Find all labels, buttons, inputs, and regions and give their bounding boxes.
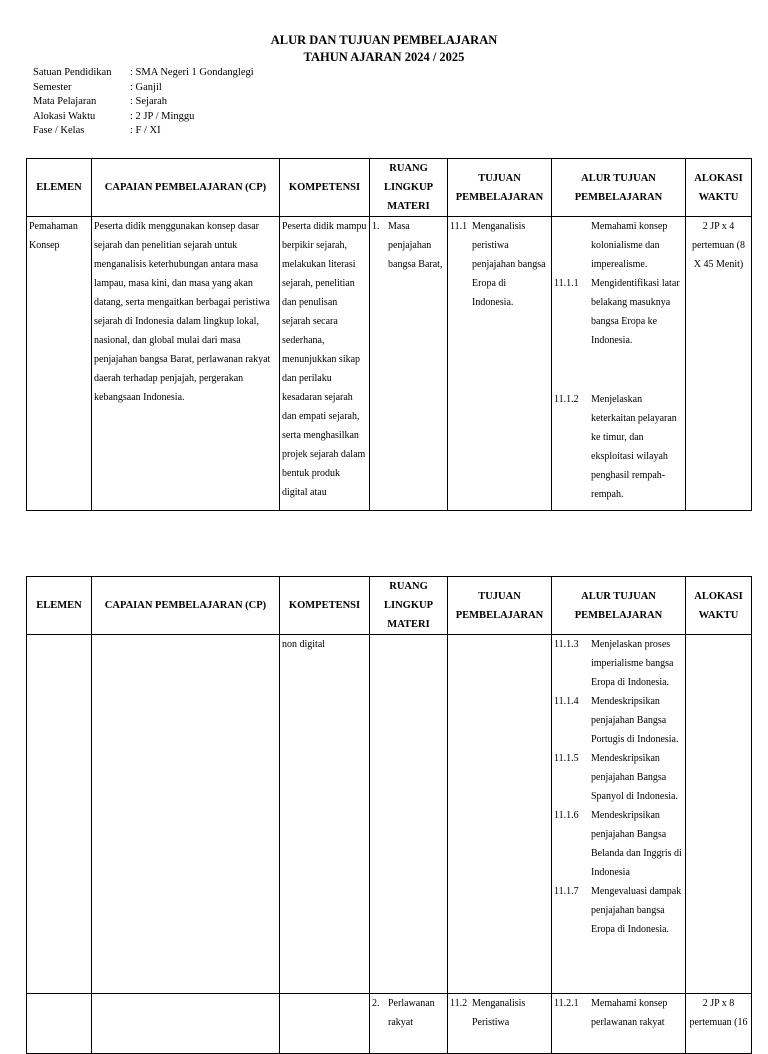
table-row [27,217,752,511]
learning-flow-table-continued [26,576,752,1054]
info-label: Semester [33,81,72,93]
header-ruang-lingkup-materi: RUANG LINGKUP MATERI [370,577,448,635]
item-number: 11.1.6 [554,810,579,821]
ruang-lingkup-cell [370,635,448,994]
item-text: Menjelaskan keterkaitan pelayaran ke timur, dan eksploitasi wilayah penghasil rempah-rempah. [591,394,677,500]
info-label: Satuan Pendidikan [33,67,112,78]
item-number: 11.2 [450,998,468,1009]
item-text: Memahami konsep kolonialisme dan imperealisme. [591,221,668,270]
alur-item [554,692,683,749]
elemen-cell: Pemahaman Konsep [27,217,92,511]
item-text: Menganalisis peristiwa penjajahan bangsa Eropa di Indonesia. [472,221,546,308]
header-elemen: ELEMEN [27,159,92,217]
info-value: : 2 JP / Minggu [130,110,195,122]
tujuan-cell [448,217,552,511]
cp-cell [92,635,280,994]
document-title: ALUR DAN TUJUAN PEMBELAJARAN [270,33,498,47]
item-text: Memahami konsep perlawanan rakyat [591,998,668,1028]
alokasi-cell: 2 JP x 4 pertemuan (8 X 45 Menit) [686,217,752,511]
item-number: 11.1.3 [554,639,579,650]
item-text: Menganalisis Peristiwa [472,998,526,1028]
item-number: 11.1.2 [554,394,579,405]
alur-intro [554,217,683,274]
alur-item [554,994,683,1032]
info-row [33,124,254,139]
alur-cell [552,635,686,994]
item-number: 11.2.1 [554,998,579,1009]
item-number: 2. [372,998,380,1009]
header-alokasi-waktu: ALOKASI WAKTU [686,577,752,635]
ruang-lingkup-item [372,217,445,274]
alur-item [554,390,683,504]
item-text: Mengevaluasi dampak penjajahan bangsa Eropa di Indonesia. [591,886,682,935]
kompetensi-cell: Peserta didik mampu berpikir sejarah, melakukan literasi sejarah, penelitian dan penulisan sejarah secara sederhana, menunjukkan sikap dan perilaku kesadaran sejarah dan empati sejarah, serta menghasilkan projek sejarah dalam bentuk produk digital atau [280,217,370,511]
info-label: Mata Pelajaran [33,96,97,107]
item-number: 11.1.7 [554,886,579,897]
header-alokasi-waktu: ALOKASI WAKTU [686,159,752,217]
info-value: : Ganjil [130,81,162,93]
alur-item [554,882,683,939]
item-number: 11.1.4 [554,696,579,707]
header-ruang-lingkup-materi: RUANG LINGKUP MATERI [370,159,448,217]
table-row [27,635,752,994]
info-row [33,110,254,125]
info-label: Alokasi Waktu [33,110,96,122]
info-value: : F / XI [130,125,161,136]
item-text: Perlawanan rakyat [388,998,435,1028]
document-subtitle: TAHUN AJARAN 2024 / 2025 [303,50,465,64]
kompetensi-cell: non digital [280,635,370,994]
item-text: Mendeskripsikan penjajahan Bangsa Spanyol di Indonesia. [591,753,678,802]
tujuan-item [450,217,549,312]
item-text: Menjelaskan proses imperialisme bangsa Eropa di Indonesia. [591,639,674,688]
item-text: Mengidentifikasi latar belakang masuknya bangsa Eropa ke Indonesia. [591,278,680,346]
tujuan-cell [448,635,552,994]
item-number: 11.1.1 [554,278,579,289]
item-number: 11.1.5 [554,753,579,764]
header-tujuan-pembelajaran: TUJUAN PEMBELAJARAN [448,159,552,217]
ruang-lingkup-cell [370,217,448,511]
info-value: : Sejarah [130,96,168,107]
info-row [33,81,254,96]
info-row [33,66,254,81]
header-capaian-pembelajaran: CAPAIAN PEMBELAJARAN (CP) [92,159,280,217]
item-text: Masa penjajahan bangsa Barat, [388,221,443,270]
table-header-row [27,577,752,635]
table-header-row [27,159,752,217]
header-kompetensi: KOMPETENSI [280,577,370,635]
header-capaian-pembelajaran: CAPAIAN PEMBELAJARAN (CP) [92,577,280,635]
cp-cell: Peserta didik menggunakan konsep dasar sejarah dan penelitian sejarah untuk menganalisis keterhubungan antara masa lampau, masa kini, dan masa yang akan datang, serta mengaitkan berbagai peristiwa sejarah di Indonesia dalam lingkup lokal, nasional, dan global mulai dari masa penjajahan bangsa Barat, perlawanan rakyat daerah terhadap penjajah, pergerakan kebangsaan Indonesia. [92,217,280,511]
header-kompetensi: KOMPETENSI [280,159,370,217]
header-alur-tujuan-pembelajaran: ALUR TUJUAN PEMBELAJARAN [552,159,686,217]
header-elemen: ELEMEN [27,577,92,635]
info-block [33,66,254,139]
learning-flow-table [26,158,752,511]
info-label: Fase / Kelas [33,125,85,136]
item-text: Mendeskripsikan penjajahan Bangsa Belanda dan Inggris di Indonesia [591,810,682,878]
item-number: 1. [372,221,380,232]
alokasi-cell: 2 JP x 8 pertemuan (16 [686,994,752,1054]
header-tujuan-pembelajaran: TUJUAN PEMBELAJARAN [448,577,552,635]
header-alur-tujuan-pembelajaran: ALUR TUJUAN PEMBELAJARAN [552,577,686,635]
alokasi-cell [686,635,752,994]
elemen-cell [27,635,92,994]
alur-item [554,806,683,882]
alur-cell [552,217,686,511]
tujuan-item [450,994,549,1032]
info-value: : SMA Negeri 1 Gondanglegi [130,67,254,78]
item-number: 11.1 [450,221,468,232]
alur-item [554,749,683,806]
ruang-lingkup-item [372,994,445,1032]
info-row [33,95,254,110]
alur-item [554,274,683,350]
item-text: Mendeskripsikan penjajahan Bangsa Portugis di Indonesia. [591,696,679,745]
alur-item [554,635,683,692]
